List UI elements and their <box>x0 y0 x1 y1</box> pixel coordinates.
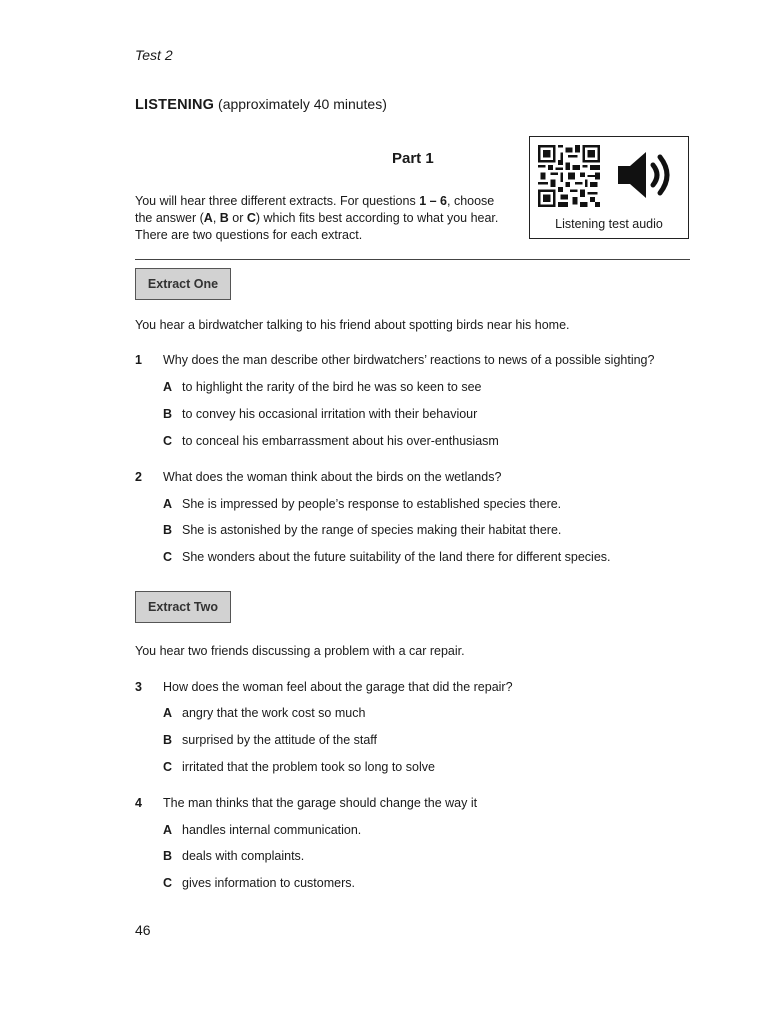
option-text: gives information to customers. <box>182 876 355 890</box>
question-number-2: 2 <box>135 470 142 484</box>
option-letter: A <box>163 706 173 720</box>
option-letter: B <box>163 523 173 537</box>
option-letter: C <box>163 876 173 890</box>
intro-range: 1 – 6 <box>419 194 447 208</box>
option-letter: A <box>163 823 173 837</box>
option-letter: A <box>163 380 173 394</box>
option-text: angry that the work cost so much <box>182 706 366 720</box>
qr-code-icon[interactable] <box>538 145 600 207</box>
option-letter: C <box>163 550 173 564</box>
section-name: LISTENING <box>135 97 215 113</box>
audio-link-box[interactable] <box>529 136 689 239</box>
intro-text: ) which fits best according to what you hear. There are two questions for each extract. <box>135 211 499 242</box>
section-duration: (approximately 40 minutes) <box>218 96 387 112</box>
option-letter: C <box>163 434 173 448</box>
speaker-icon[interactable] <box>616 149 674 201</box>
question-number-3: 3 <box>135 680 142 694</box>
intro-text: or <box>228 211 247 225</box>
option-text: She is astonished by the range of species making their habitat there. <box>182 523 562 537</box>
option-text: deals with complaints. <box>182 849 305 863</box>
part-title: Part 1 <box>392 150 434 167</box>
question-number-1: 1 <box>135 353 142 367</box>
intro-letter-b: B <box>219 211 229 225</box>
intro-text: , choose the answer ( <box>135 194 495 225</box>
section-divider <box>135 259 690 260</box>
audio-label[interactable]: Listening test audio <box>555 217 663 231</box>
test-label: Test 2 <box>135 47 173 63</box>
question-text-2: What does the woman think about the birds on the wetlands? <box>163 470 502 484</box>
intro-letter-c: C <box>246 211 256 225</box>
option-text: to conceal his embarrassment about his over-enthusiasm <box>182 434 499 448</box>
extract-two-label: Extract Two <box>135 591 231 623</box>
intro-letter-a: A <box>203 211 213 225</box>
option-text: She is impressed by people’s response to established species there. <box>182 497 562 511</box>
option-letter: C <box>163 760 173 774</box>
section-title <box>135 96 387 113</box>
option-text: handles internal communication. <box>182 823 362 837</box>
intro-text: You will hear three different extracts. For questions <box>135 194 420 208</box>
extract-one-stimulus: You hear a birdwatcher talking to his friend about spotting birds near his home. <box>135 318 570 332</box>
option-letter: A <box>163 497 173 511</box>
option-letter: B <box>163 849 173 863</box>
option-text: to highlight the rarity of the bird he was so keen to see <box>182 380 482 394</box>
option-letter: B <box>163 407 173 421</box>
question-text-4: The man thinks that the garage should change the way it <box>163 796 478 810</box>
option-letter: B <box>163 733 173 747</box>
extract-two-stimulus: You hear two friends discussing a problem with a car repair. <box>135 644 465 658</box>
option-text: to convey his occasional irritation with their behaviour <box>182 407 478 421</box>
option-text: irritated that the problem took so long to solve <box>182 760 435 774</box>
part-instructions <box>135 193 515 244</box>
intro-text: , <box>212 211 220 225</box>
extract-one-label: Extract One <box>135 268 231 300</box>
option-text: surprised by the attitude of the staff <box>182 733 378 747</box>
question-number-4: 4 <box>135 796 142 810</box>
option-text: She wonders about the future suitability of the land there for different species. <box>182 550 611 564</box>
question-text-1: Why does the man describe other birdwatchers’ reactions to news of a possible sighting? <box>163 353 655 367</box>
question-text-3: How does the woman feel about the garage that did the repair? <box>163 680 513 694</box>
page-number: 46 <box>135 922 151 938</box>
